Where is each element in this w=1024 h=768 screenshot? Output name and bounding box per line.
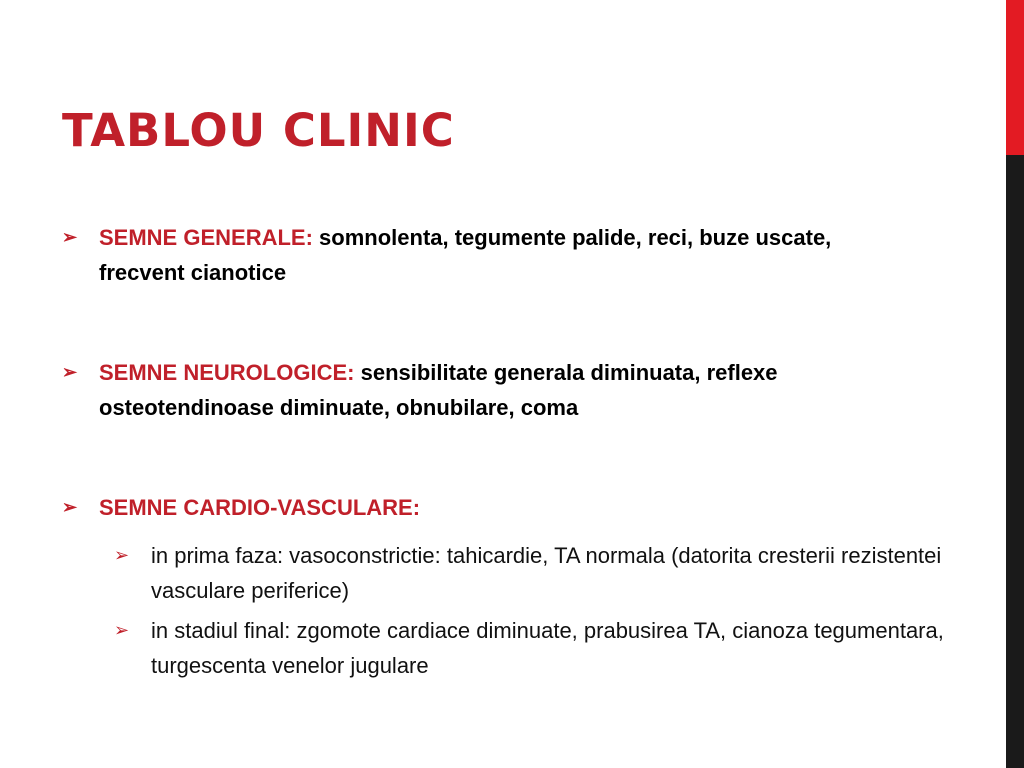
bullet-text: sensibilitate generala diminuata, reflexe osteotendinoase diminuate, obnubilare, coma [99,360,778,420]
bullet-general-signs [62,220,922,290]
bullet-text: somnolenta, tegumente palide, reci, buze uscate, frecvent cianotice [99,225,832,285]
bullet-arrow-icon: ➢ [62,362,78,382]
bullet-label: SEMNE CARDIO-VASCULARE: [99,495,421,520]
bullet-arrow-icon: ➢ [62,497,78,517]
bullet-label: SEMNE GENERALE: [99,225,313,250]
slide-title: TABLOU CLINIC [62,104,455,157]
side-accent-bar [1006,0,1024,155]
sub-bullet-arrow-icon: ➢ [114,620,130,640]
bullet-label: SEMNE NEUROLOGICE: [99,360,355,385]
bullet-arrow-icon: ➢ [62,227,78,247]
sub-bullet-text: in prima faza: vasoconstrictie: tahicardie, TA normala (datorita cresterii rezistentei vasculare periferice) [151,543,942,603]
sub-bullet-arrow-icon: ➢ [114,545,130,565]
sub-bullet-first-phase [114,538,944,608]
sub-bullet-text: in stadiul final: zgomote cardiace diminuate, prabusirea TA, cianoza tegumentara, turgescenta venelor jugulare [151,618,944,678]
sub-bullet-final-stage [114,613,944,683]
bullet-neurological-signs [62,355,922,425]
side-decoration-bar [1006,0,1024,768]
bullet-cardiovascular-signs [62,490,922,525]
